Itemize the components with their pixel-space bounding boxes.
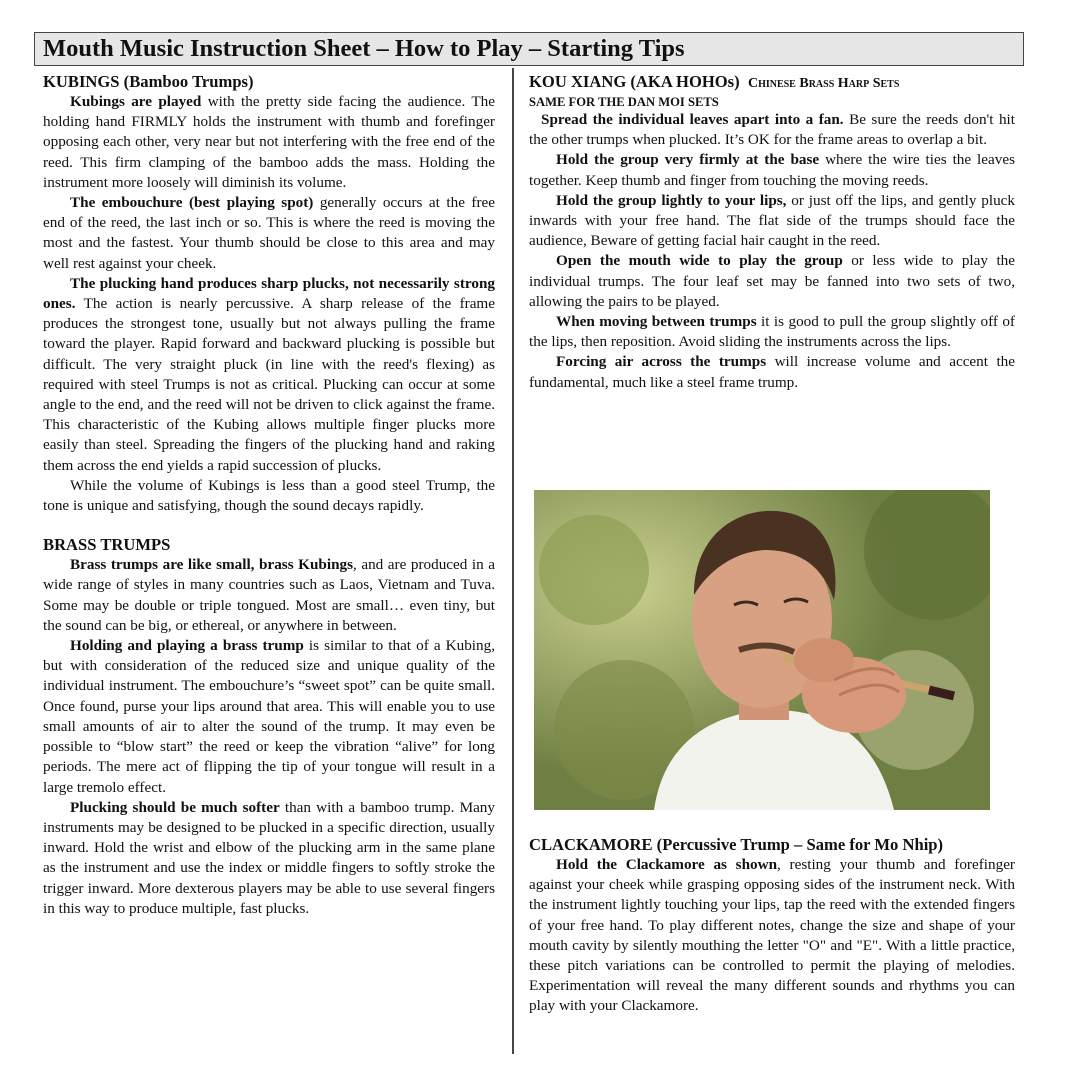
kouxiang-p5-text: it is good to pull the group slightly off of the lips, then reposition. Avoid sliding the instruments across the lips. [529,313,1015,351]
player-photo [534,490,990,810]
kubings-p1-lead: Kubings are played [70,93,202,110]
brass-p1-text: , and are produced in a wide range of styles in many countries such as Laos, Vietnam and Tuva. Some may be double or triple tongued. Most are small… even tiny, but the sound can be big, or ethereal, or anywhere in between. [43,556,495,634]
kouxiang-paragraph [529,312,1015,352]
column-divider [512,68,514,1054]
kouxiang-paragraph [529,150,1015,190]
kouxiang-p1-lead: Spread the individual leaves apart into a fan. [541,111,844,128]
left-column [43,71,495,919]
brass-paragraph [43,798,495,919]
kubings-p2-lead: The embouchure (best playing spot) [70,194,314,212]
kouxiang-heading [529,71,1015,94]
kouxiang-p4-lead: Open the mouth wide to play the group [556,252,843,270]
brass-trumps-heading: BRASS TRUMPS [43,535,171,555]
clackamore-heading: CLACKAMORE (Percussive Trump – Same for Mo Nhip) [529,835,944,854]
kouxiang-p6-lead: Forcing air across the trumps [556,353,767,371]
brass-p3-text: than with a bamboo trump. Many instruments may be designed to be plucked in a specific direction, usually inward. Hold the wrist and elbow of the plucking arm in the same plane as the instrument and use the index or middle fingers to softly stroke the trigger inward. More dexterous players may be able to use several fingers in this way to produce multiple, fast plucks. [43,798,495,917]
clackamore-p1-text: , resting your thumb and forefinger against your cheek while grasping opposing sides of the instrument neck. With the instrument lightly touching your lips, tap the reed with the extended fingers of your free hand. To play different notes, change the size and shape of your mouth cavity by silently mouthing the letter "O" and "E". With a little practice, these pitch variations can be controlled to permit the playing of melodies. Experimentation will reveal the many different sounds and rhythms you can play with your Clackamore. [529,856,1015,1015]
kubings-paragraph [43,193,495,274]
clackamore-section [529,834,1015,1017]
brass-paragraph [43,636,495,798]
kubings-p3-text: The action is nearly percussive. A sharp release of the frame produces the strongest tone, usually but not always pulling the frame toward the player. Rapid forward and backward plucking is possible but difficult. The very straight pluck (in line with the reed's flexing) as required with steel Trumps is not as critical. Plucking can occur at some angle to the end, and the reed will not be driven to click against the frame. This characteristic of the Kubing allows multiple finger plucks more easily than steel. Spreading the fingers of the plucking hand and raking them across the end yields a rapid succession of plucks. [43,295,495,474]
kouxiang-paragraph [529,352,1015,392]
kubings-heading: KUBINGS (Bamboo Trumps) [43,72,254,91]
kubings-p1-text: with the pretty side facing the audience. The holding hand FIRMLY holds the instrument with thumb and forefinger opposing each other, very near but not interfering with the free end of the reed. This firm clamping of the bamboo adds the mass. Holding the instrument more loosely will diminish its volume. [43,93,495,191]
kouxiang-heading-main: KOU XIANG (AKA HOHOs) [529,72,740,91]
kouxiang-p5-lead: When moving between trumps [556,313,757,331]
brass-p2-text: is similar to that of a Kubing, but with consideration of the reduced size and unique quality of the individual instrument. The embouchure’s “sweet spot” can be quite small. Once found, purse your lips around that area. This will enable you to use small amounts of air to alter the sound of the trump. It may even be possible to “blow start” the reed or keep the vibration “alive” for long periods. The mere act of flipping the tip of your tongue will result in a large tremolo effect. [43,637,495,796]
kubings-p3-lead: The plucking hand produces sharp plucks, not necessarily strong ones. [43,274,495,313]
brass-p3-lead: Plucking should be much softer [70,798,280,816]
kouxiang-p4-text: or less wide to play the individual trumps. The four leaf set may be fanned into two sets of two, allowing the pairs to be played. [529,252,1015,310]
kouxiang-paragraph [529,191,1015,252]
brass-paragraph [43,555,495,636]
kubings-p2-text: generally occurs at the free end of the reed, the last inch or so. This is where the reed is moving the most and the fastest. Your thumb should be close to this area and may well rest against your cheek. [43,194,496,272]
right-column [529,71,1015,393]
kouxiang-subheading: SAME FOR THE DAN MOI SETS [529,95,719,109]
player-illustration [534,490,990,810]
kubings-paragraph: While the volume of Kubings is less than a good steel Trump, the tone is unique and satisfying, though the sound decays rapidly. [43,476,495,515]
kouxiang-p3-text: or just off the lips, and gently pluck inwards with your free hand. The flat side of the trumps should face the audience, Beware of getting facial hair caught in the reed. [529,191,1015,250]
kouxiang-paragraph [529,251,1015,312]
kouxiang-heading-smallcaps: Chinese Brass Harp Sets [747,76,900,91]
kouxiang-paragraph [529,110,1015,150]
clackamore-p1-lead: Hold the Clackamore as shown [556,856,778,873]
clackamore-paragraph [529,855,1015,1017]
kubings-paragraph [43,92,495,193]
kouxiang-p3-lead: Hold the group lightly to your lips, [556,191,787,209]
kouxiang-p6-text: will increase volume and accent the fundamental, much like a steel frame trump. [529,353,1015,391]
kouxiang-p2-lead: Hold the group very firmly at the base [556,151,820,169]
kouxiang-p2-text: where the wire ties the leaves together. Keep thumb and finger from touching the moving reeds. [529,151,1015,189]
kouxiang-p1-text: Be sure the reeds don't hit the other trumps when plucked. It’s OK for the frame areas to overlap a bit. [529,111,1015,149]
brass-p2-lead: Holding and playing a brass trump [70,637,304,655]
kubings-paragraph [43,274,495,476]
page-title: Mouth Music Instruction Sheet – How to Play – Starting Tips [34,32,1024,66]
brass-p1-lead: Brass trumps are like small, brass Kubings [70,556,354,574]
